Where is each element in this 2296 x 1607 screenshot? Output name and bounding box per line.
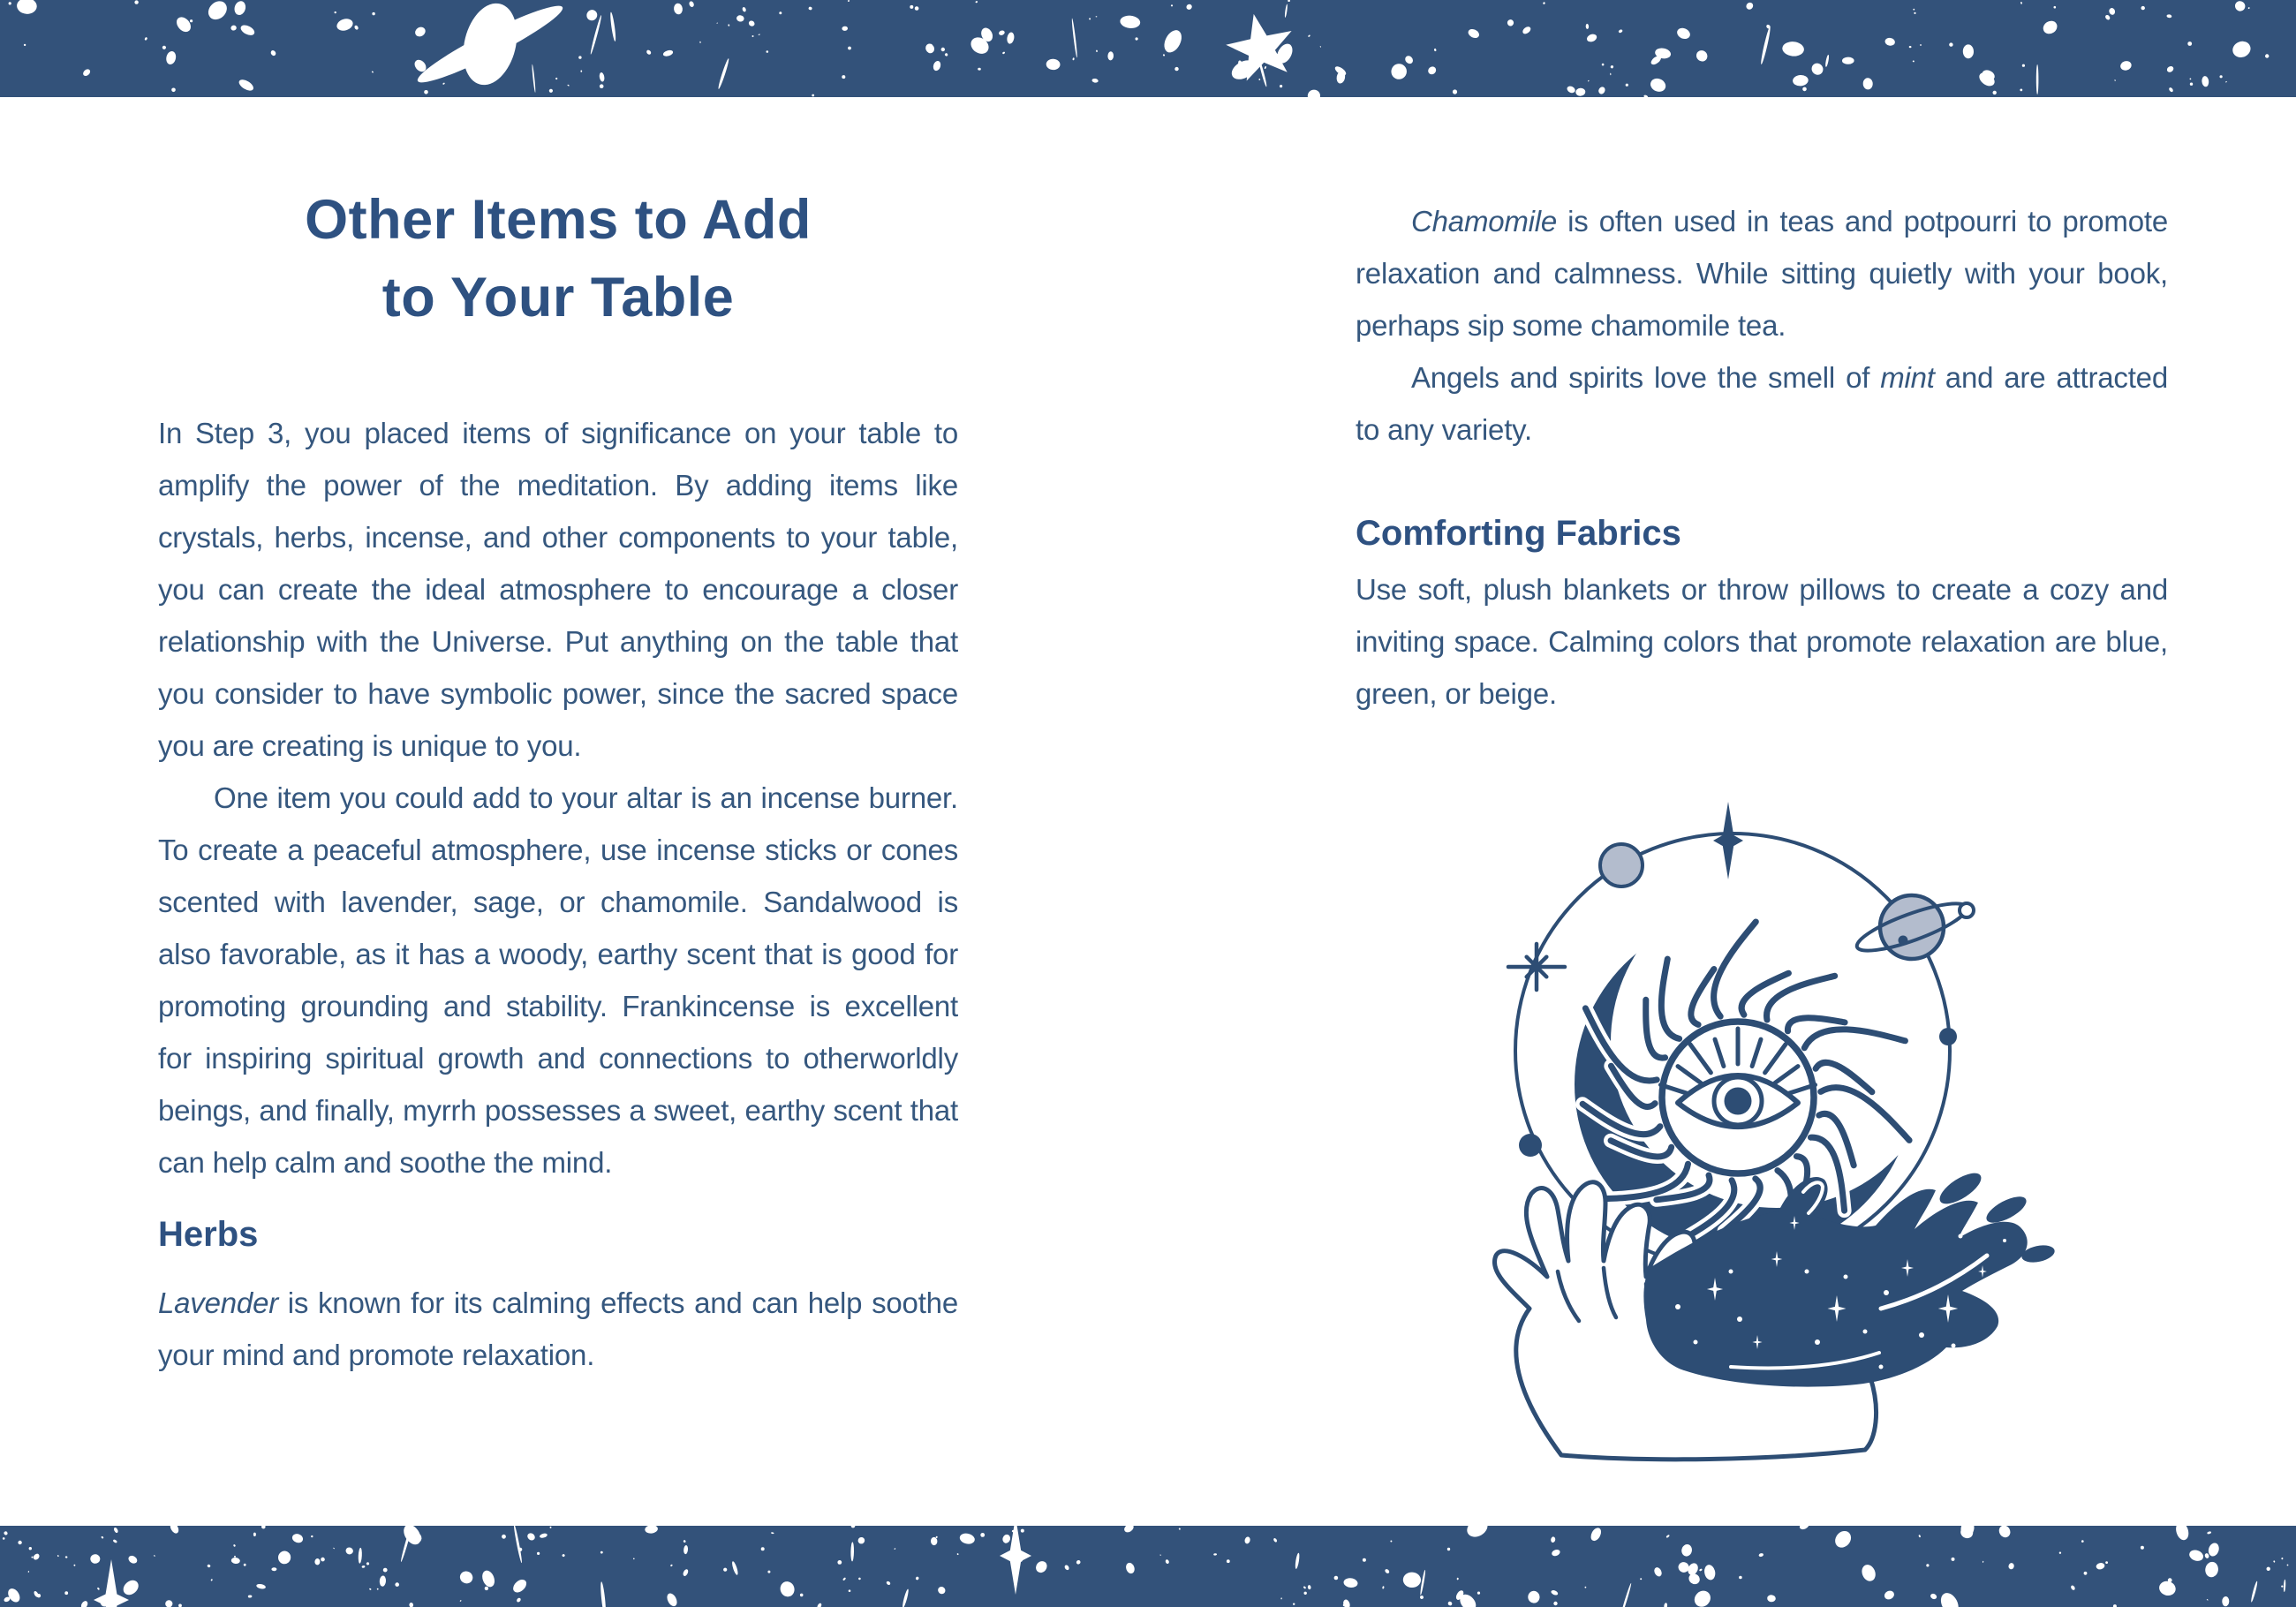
page-title-line2: to Your Table bbox=[381, 267, 735, 328]
four-point-star-icon bbox=[94, 1559, 129, 1607]
starry-border-top bbox=[0, 0, 2296, 97]
orbit-dot bbox=[1939, 1028, 1957, 1045]
page-title bbox=[158, 181, 958, 336]
celestial-hands-illustration bbox=[1457, 781, 2075, 1470]
mint-paragraph bbox=[1356, 351, 2168, 456]
orbit-dot bbox=[1519, 1134, 1542, 1157]
chamomile-text: is often used in teas and potpourri to promote relaxation and calmness. While sitting quietly with your book, perhaps sip some chamomile tea. bbox=[1356, 205, 2168, 342]
eye-pupil bbox=[1725, 1088, 1752, 1115]
star-speckles bbox=[9, 0, 2270, 97]
fabrics-paragraph: Use soft, plush blankets or throw pillows to create a cozy and inviting space. Calming colors that promote relaxation are blue, green, or beige. bbox=[1356, 573, 2168, 710]
chamomile-italic: Chamomile bbox=[1411, 205, 1558, 238]
lavender-italic: Lavender bbox=[158, 1286, 279, 1319]
intro-paragraph: In Step 3, you placed items of significance on your table to amplify the power of the meditation. By adding items like crystals, herbs, incense, and other components to your table, you can create the ideal atmosphere to encourage a closer relationship with the Universe. Put anything on the table that you consider to have symbolic power, since the sacred space you are creating is unique to you. bbox=[158, 417, 958, 762]
sun-with-eye-icon bbox=[1661, 1022, 1816, 1173]
starry-border-bottom bbox=[0, 1526, 2296, 1607]
right-page-column bbox=[1356, 195, 2168, 720]
fabrics-heading: Comforting Fabrics bbox=[1356, 514, 1681, 553]
sparkle-icon bbox=[1508, 944, 1565, 990]
saturn-ringed-planet-icon bbox=[1853, 894, 1974, 959]
left-page-column bbox=[158, 181, 958, 1381]
incense-paragraph: One item you could add to your altar is an incense burner. To create a peaceful atmosphere, use incense sticks or cones scented with lavender, sage, or chamomile. Sandalwood is also favorable, as it has a woody, earthy scent that is good for promoting grounding and stability. Frankincense is excellent for inspiring spiritual growth and connections to otherworldly beings, and finally, myrrh possesses a sweet, earthy scent that can help calm and soothe the mind. bbox=[158, 781, 958, 1179]
chamomile-paragraph bbox=[1356, 195, 2168, 351]
lavender-text: is known for its calming effects and can help soothe your mind and promote relaxation. bbox=[158, 1286, 958, 1371]
mint-text-before: Angels and spirits love the smell of bbox=[1411, 361, 1881, 394]
herbs-heading: Herbs bbox=[158, 1215, 259, 1254]
page-title-line1: Other Items to Add bbox=[305, 189, 812, 251]
four-point-star-icon bbox=[1713, 802, 1743, 879]
saturn-icon bbox=[412, 0, 568, 91]
star-speckles bbox=[3, 1526, 2289, 1607]
mint-italic: mint bbox=[1880, 361, 1935, 394]
lavender-paragraph bbox=[158, 1277, 958, 1381]
mint-text-after: and are attracted to any variety. bbox=[1356, 361, 2168, 446]
planet-icon bbox=[1600, 844, 1643, 886]
